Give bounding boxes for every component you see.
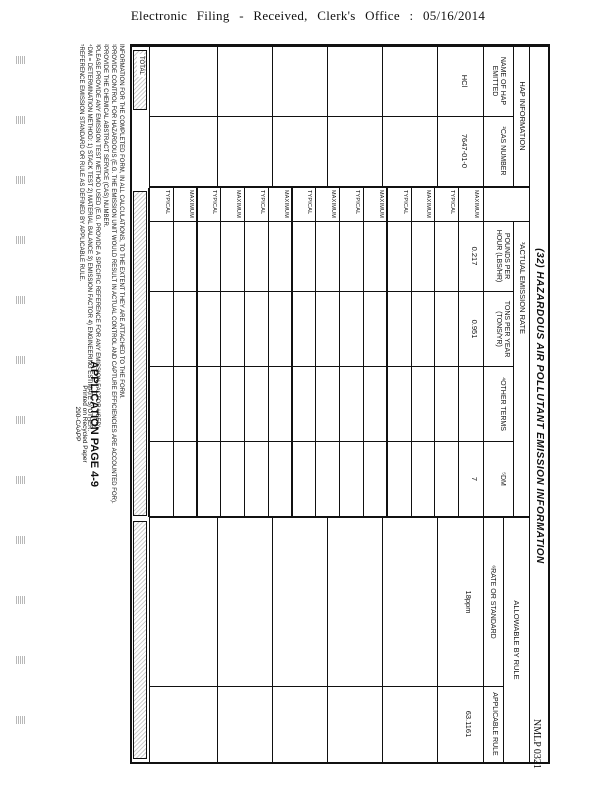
row-label: TYPICAL xyxy=(258,190,265,215)
row-label: TYPICAL xyxy=(401,190,408,215)
row-label: MAXIMUM xyxy=(473,190,479,218)
cas-number-value: 7647-01-0 xyxy=(460,133,469,169)
row-label: MAXIMUM xyxy=(187,190,194,218)
bates-number: NMLP 0321 xyxy=(531,719,542,769)
applicable-rule-header: APPLICABLE RULE xyxy=(491,692,498,756)
note-line: ⁵REFERENCE EMISSION STANDARD OR RULE AS DEFINED BY APPLICABLE RULE. xyxy=(77,44,84,282)
cas-number-header: ²CAS NUMBER xyxy=(499,126,506,176)
application-page-label: APPLICATION PAGE 4-9 xyxy=(88,360,100,488)
note-line: INFORMATION FOR THE COMPLETED FORM, IN ALL CALCULATIONS, TO THE EXTENT THEY ARE ATTACHED TO THE FORM. xyxy=(118,44,124,399)
note-line: ¹PROVIDE CONTROL FOR HAZARDOUS (E.G. THE EMISSION UNIT WOULD RESULT IN ACTUAL CONTROL AND CAPTURE EFFICIENCIES ARE ACCOUNTED FOR). xyxy=(109,44,116,504)
lbs-hr-value: 0.217 xyxy=(470,246,479,266)
row-label: MAXIMUM xyxy=(235,190,242,218)
row-label: TYPICAL xyxy=(163,190,170,215)
rate-standard-value: 18ppm xyxy=(464,590,473,614)
application-page-footer xyxy=(74,304,100,544)
total-label: TOTAL xyxy=(138,56,144,75)
dm-header: ⁵DM xyxy=(499,472,506,486)
rotated-form-page xyxy=(10,34,570,770)
note-line: ⁴DM = DETERMINATION METHOD: 1) STACK TEST 2) MATERIAL BALANCE 3) EMISSION FACTOR 4) ENGINEERING ESTIMATE 5) OTHER. xyxy=(85,44,92,432)
row-label: TYPICAL xyxy=(354,190,361,215)
dm-value: 7 xyxy=(470,476,479,482)
row-label: MAXIMUM xyxy=(330,190,337,218)
filing-header: Electronic Filing - Received, Clerk's Office : 05/16/2014 xyxy=(130,8,486,23)
tons-yr-value: 0.951 xyxy=(470,319,479,339)
rate-standard-header: ⁶RATE OR STANDARD xyxy=(489,565,496,639)
row-label: TYPICAL xyxy=(449,190,456,215)
total-hatch-right xyxy=(133,521,147,759)
total-hatch-mid xyxy=(133,191,147,516)
row-label: TYPICAL xyxy=(306,190,313,215)
row-label: MAXIMUM xyxy=(377,190,384,218)
printed-label: Printed on Recycled Paper xyxy=(81,385,88,463)
lbs-hr-header: POUNDS PER HOUR (LBS/HR) xyxy=(494,229,510,283)
row-label: TYPICAL xyxy=(211,190,218,215)
note-line: ²PROVIDE THE CHEMICAL ABSTRACT SERVICE (CAS) NUMBER. xyxy=(101,44,108,228)
form-number: 290-CAAPP xyxy=(74,406,81,442)
applicable-rule-value: 63.1161 xyxy=(464,710,473,738)
allowable-title: ALLOWABLE BY RULE xyxy=(512,600,521,680)
hap-emission-form xyxy=(130,44,550,764)
row-label: MAXIMUM xyxy=(282,190,289,218)
hap-info-title: HAP INFORMATION xyxy=(518,81,527,151)
other-terms-header: ⁴OTHER TERMS xyxy=(499,377,506,431)
hap-name-value: HCl xyxy=(460,74,469,88)
row-label: MAXIMUM xyxy=(425,190,432,218)
note-line: ³PLEASE PROVIDE ANY EMISSION TEST METHOD USED (E.G. PROVIDE A SPECIFIC REFERENCE FOR ANY EMISSION FACTOR USED). xyxy=(93,44,100,430)
tons-yr-header: TONS PER YEAR (TONS/YR) xyxy=(494,300,510,358)
section-title: (32) HAZARDOUS AIR POLLUTANT EMISSION INFORMATION xyxy=(534,248,545,564)
actual-rate-title: ³ACTUAL EMISSION RATE xyxy=(518,241,527,335)
hap-name-header: NAME OF HAP EMITTED xyxy=(490,56,506,106)
